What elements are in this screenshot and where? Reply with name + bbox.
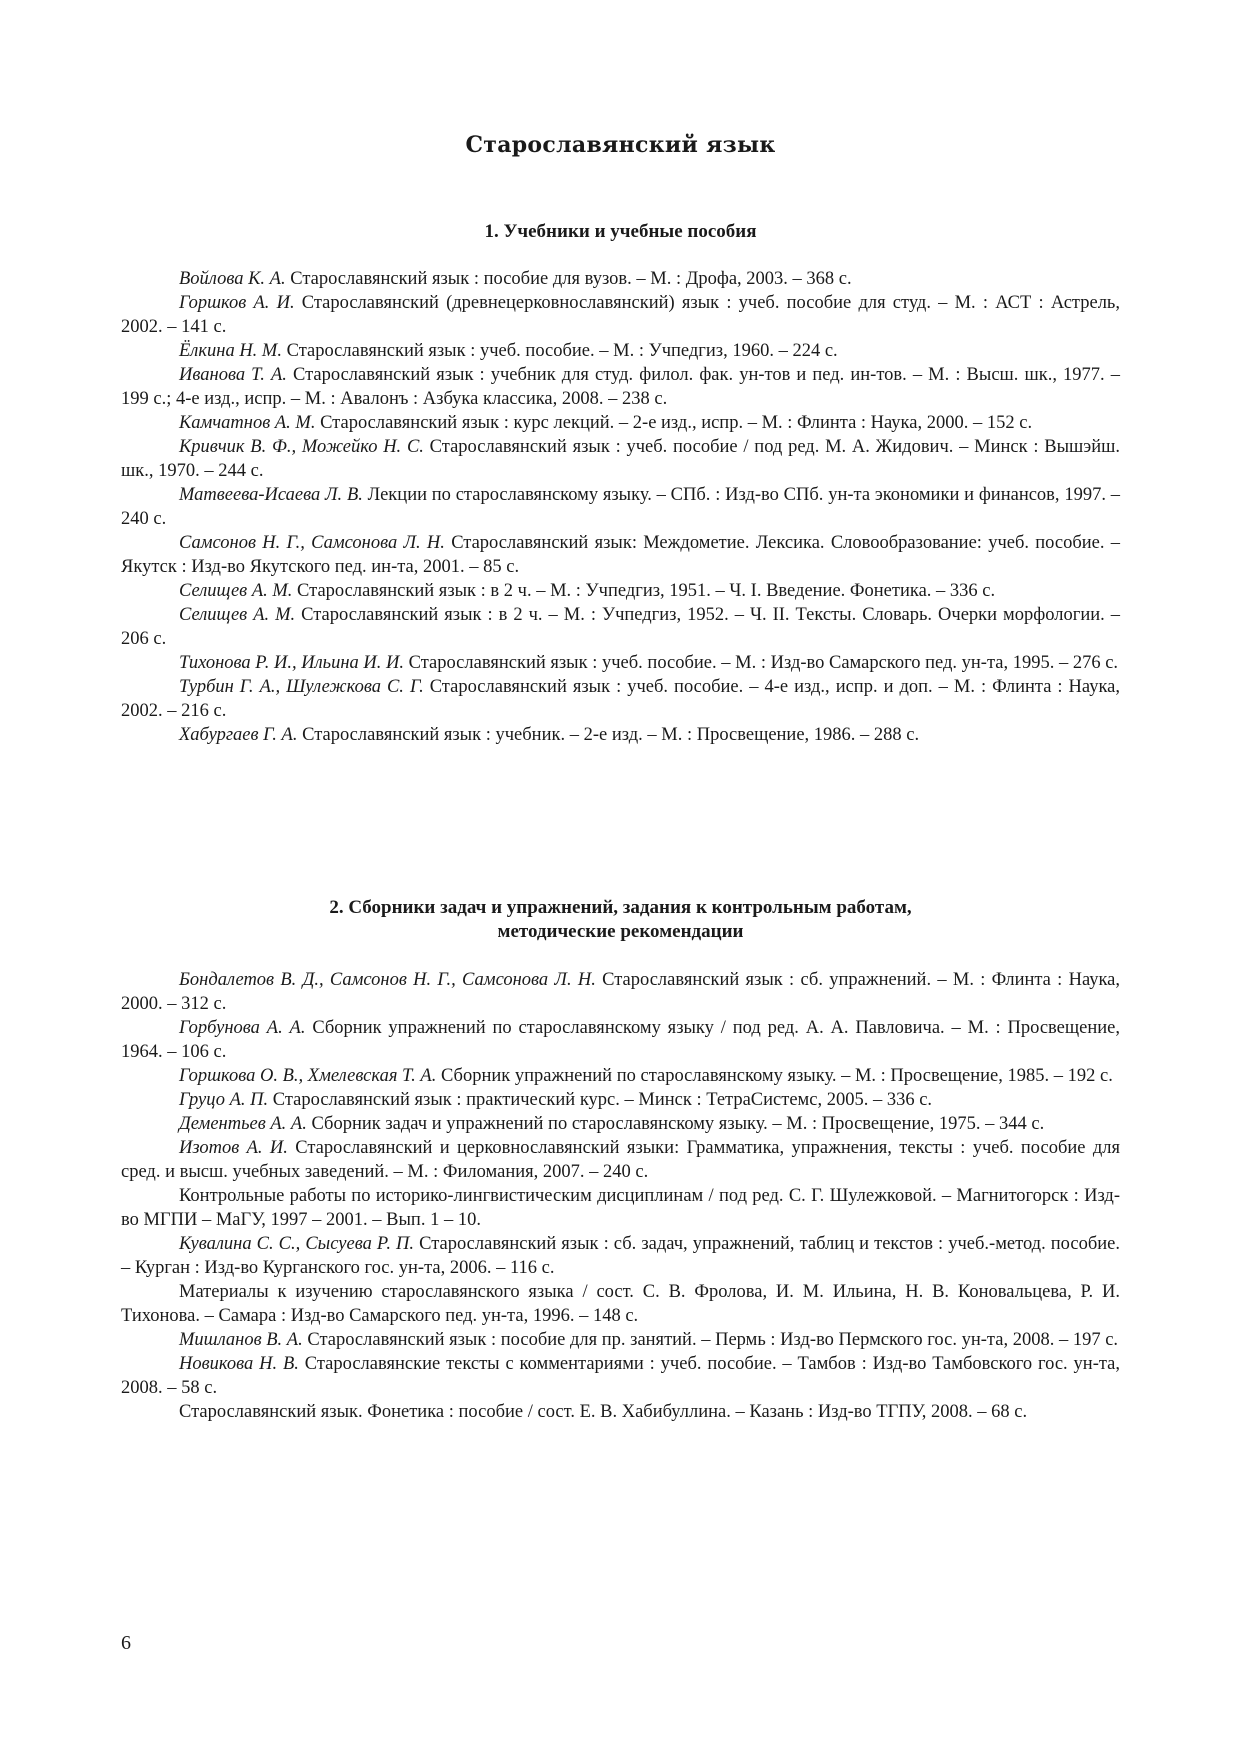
entry-author: Горбунова А. А.	[179, 1018, 306, 1038]
entry-text: Контрольные работы по историко-лингвистическим дисциплинам / под ред. С. Г. Шулежковой. – Магнитогорск : Изд-во МГПИ – МаГУ, 1997 – 2001. – Вып. 1 – 10.	[121, 1186, 1120, 1230]
entry-author: Новикова Н. В.	[179, 1354, 299, 1374]
entry-author: Тихонова Р. И., Ильина И. И.	[179, 653, 404, 673]
entry-text: Старославянский и церковнославянский языки: Грамматика, упражнения, тексты : учеб. пособие для сред. и высш. учебных заведений. – М. : Филомания, 2007. – 240 с.	[121, 1138, 1121, 1182]
bibliography-entry	[121, 1136, 1120, 1184]
bibliography-entry	[121, 1280, 1120, 1328]
bibliography-entry	[121, 1016, 1120, 1064]
bibliography-entry	[121, 1232, 1120, 1280]
bibliography-entry	[121, 1328, 1120, 1352]
bibliography-entry	[121, 968, 1120, 1016]
entry-author: Груцо А. П.	[179, 1090, 269, 1110]
page-number: 6	[121, 1632, 131, 1654]
section-heading-line: 1. Учебники и учебные пособия	[484, 221, 757, 242]
entry-text: Старославянский язык : в 2 ч. – М. : Учпедгиз, 1952. – Ч. II. Тексты. Словарь. Очерки морфологии. – 206 с.	[121, 605, 1120, 649]
bibliography-entry	[121, 435, 1120, 483]
entry-author: Камчатнов А. М.	[179, 413, 316, 433]
entry-author: Кривчик В. Ф., Можейко Н. С.	[179, 437, 424, 457]
entry-author: Дементьев А. А.	[179, 1114, 307, 1134]
entry-text: Сборник упражнений по старославянскому языку. – М. : Просвещение, 1985. – 192 с.	[436, 1066, 1113, 1086]
entry-author: Горшков А. И.	[179, 293, 295, 313]
section-heading-textbooks	[121, 220, 1120, 244]
bibliography-entry	[121, 579, 1120, 603]
bibliography-entry	[121, 603, 1120, 651]
bibliography-list-exercises	[121, 968, 1120, 1424]
bibliography-list-textbooks	[121, 267, 1120, 747]
entry-author: Матвеева-Исаева Л. В.	[179, 485, 363, 505]
entry-text: Старославянский язык : учеб. пособие. – М. : Изд-во Самарского пед. ун-та, 1995. – 276 с.	[403, 653, 1119, 673]
bibliography-entry	[121, 1064, 1120, 1088]
entry-text: Старославянский язык : учеб. пособие. – 4-е изд., испр. и доп. – М. : Флинта : Наука, 2002. – 216 с.	[121, 677, 1120, 721]
entry-author: Иванова Т. А.	[179, 365, 287, 385]
entry-author: Мишланов В. А.	[179, 1330, 303, 1350]
entry-author: Ёлкина Н. М.	[179, 341, 282, 361]
section-heading-line: 2. Сборники задач и упражнений, задания к контрольным работам,	[329, 897, 912, 918]
bibliography-entry	[121, 1184, 1120, 1232]
entry-text: Старославянские тексты с комментариями : учеб. пособие. – Тамбов : Изд-во Тамбовского гос. ун-та, 2008. – 58 с.	[121, 1354, 1120, 1398]
entry-text: Лекции по старославянскому языку. – СПб. : Изд-во СПб. ун-та экономики и финансов, 1997. – 240 с.	[121, 485, 1120, 529]
bibliography-entry	[121, 267, 1120, 291]
entry-author: Изотов А. И.	[179, 1138, 288, 1158]
entry-text: Старославянский язык : пособие для пр. занятий. – Пермь : Изд-во Пермского гос. ун-та, 2008. – 197 с.	[302, 1330, 1119, 1350]
entry-author: Селищев А. М.	[179, 581, 293, 601]
bibliography-entry	[121, 291, 1120, 339]
entry-text: Старославянский язык : в 2 ч. – М. : Учпедгиз, 1951. – Ч. I. Введение. Фонетика. – 336 с.	[292, 581, 996, 601]
bibliography-entry	[121, 1352, 1120, 1400]
entry-author: Войлова К. А.	[179, 269, 286, 289]
entry-author: Самсонов Н. Г., Самсонова Л. Н.	[179, 533, 445, 553]
entry-text: Старославянский язык : сб. задач, упражнений, таблиц и текстов : учеб.-метод. пособие. – Курган : Изд-во Курганского гос. ун-та, 2006. – 116 с.	[121, 1234, 1120, 1278]
bibliography-entry	[121, 339, 1120, 363]
entry-text: Старославянский язык : учебник для студ. филол. фак. ун-тов и пед. ин-тов. – М. : Высш. шк., 1977. – 199 с.; 4-е изд., испр. – М. : Авалонъ : Азбука классика, 2008. – 238 с.	[121, 365, 1120, 409]
entry-text: Старославянский язык : сб. упражнений. – М. : Флинта : Наука, 2000. – 312 с.	[121, 970, 1121, 1014]
bibliography-entry	[121, 1400, 1120, 1424]
section-heading-exercises	[121, 896, 1120, 944]
bibliography-entry	[121, 363, 1120, 411]
entry-text: Сборник упражнений по старославянскому языку / под ред. А. А. Павловича. – М. : Просвещение, 1964. – 106 с.	[121, 1018, 1120, 1062]
bibliography-entry	[121, 723, 1120, 747]
bibliography-entry	[121, 411, 1120, 435]
entry-author: Селищев А. М.	[179, 605, 296, 625]
entry-text: Старославянский язык : практический курс. – Минск : ТетраСистемс, 2005. – 336 с.	[268, 1090, 933, 1110]
bibliography-entry	[121, 675, 1120, 723]
bibliography-entry	[121, 651, 1120, 675]
bibliography-entry	[121, 483, 1120, 531]
entry-author: Кувалина С. С., Сысуева Р. П.	[179, 1234, 415, 1254]
bibliography-entry	[121, 1088, 1120, 1112]
entry-author: Бондалетов В. Д., Самсонов Н. Г., Самсонова Л. Н.	[179, 970, 596, 990]
entry-author: Турбин Г. А., Шулежкова С. Г.	[179, 677, 424, 697]
bibliography-entry	[121, 1112, 1120, 1136]
entry-text: Старославянский язык: Междометие. Лексика. Словообразование: учеб. пособие. – Якутск : Изд-во Якутского пед. ин-та, 2001. – 85 с.	[121, 533, 1120, 577]
entry-text: Старославянский язык : учеб. пособие / под ред. М. А. Жидович. – Минск : Вышэйш. шк., 1970. – 244 с.	[121, 437, 1120, 481]
section-heading-line: методические рекомендации	[497, 921, 744, 942]
entry-text: Старославянский язык : курс лекций. – 2-е изд., испр. – М. : Флинта : Наука, 2000. – 152 с.	[315, 413, 1033, 433]
document-title: Старославянский язык	[465, 132, 776, 158]
entry-text: Сборник задач и упражнений по старославянскому языку. – М. : Просвещение, 1975. – 344 с.	[306, 1114, 1045, 1134]
entry-author: Горшкова О. В., Хмелевская Т. А.	[179, 1066, 437, 1086]
entry-text: Старославянский язык. Фонетика : пособие / сост. Е. В. Хабибуллина. – Казань : Изд-во ТГПУ, 2008. – 68 с.	[179, 1402, 1028, 1422]
entry-text: Старославянский язык : учеб. пособие. – М. : Учпедгиз, 1960. – 224 с.	[281, 341, 838, 361]
entry-text: Старославянский (древнецерковнославянский) язык : учеб. пособие для студ. – М. : АСТ : Астрель, 2002. – 141 с.	[121, 293, 1120, 337]
entry-author: Хабургаев Г. А.	[179, 725, 298, 745]
entry-text: Материалы к изучению старославянского языка / сост. С. В. Фролова, И. М. Ильина, Н. В. Коновальцева, Р. И. Тихонова. – Самара : Изд-во Самарского пед. ун-та, 1996. – 148 с.	[121, 1282, 1120, 1326]
entry-text: Старославянский язык : пособие для вузов. – М. : Дрофа, 2003. – 368 с.	[285, 269, 852, 289]
entry-text: Старославянский язык : учебник. – 2-е изд. – М. : Просвещение, 1986. – 288 с.	[297, 725, 920, 745]
bibliography-entry	[121, 531, 1120, 579]
